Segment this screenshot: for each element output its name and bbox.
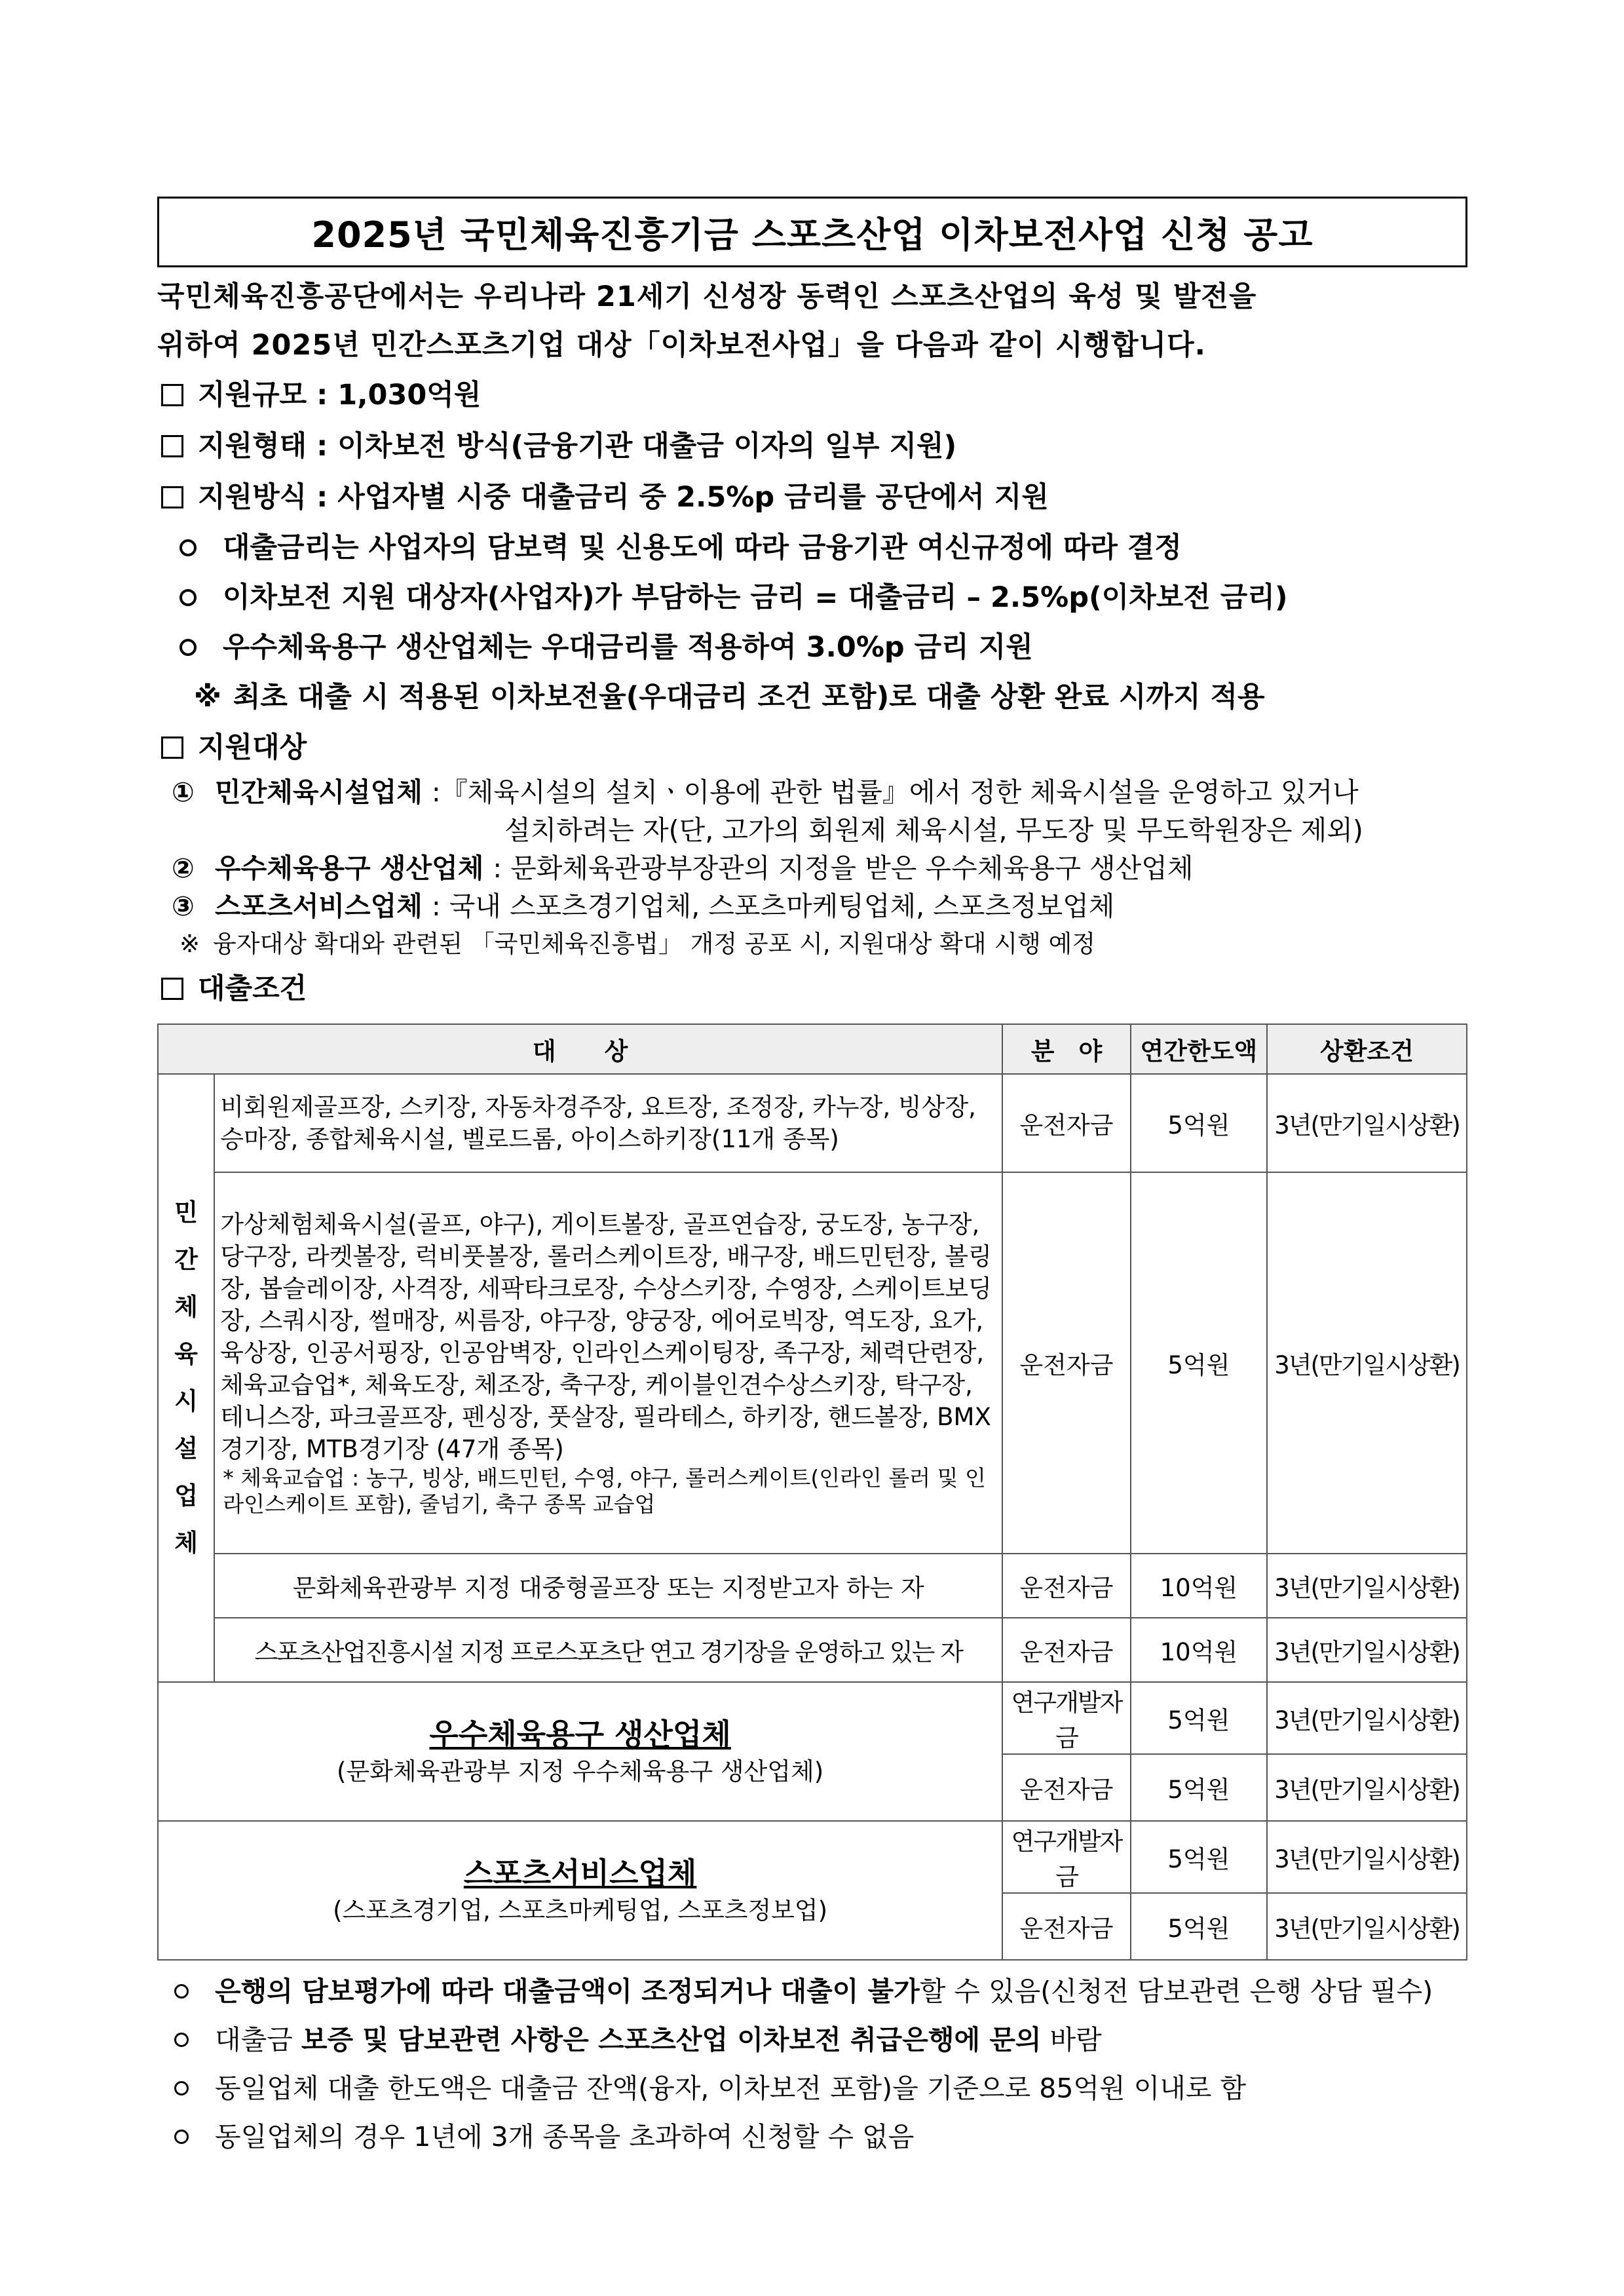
support-scale [157, 370, 1467, 421]
header-field: 분 야 [1002, 1024, 1131, 1074]
support-scale-text: 지원규모 : 1,030억원 [198, 379, 482, 411]
circle-bullet-icon [174, 2081, 189, 2095]
limit-cell: 5억원 [1131, 1682, 1267, 1754]
target-label: 민간체육시설업체 [215, 776, 423, 808]
bottom-note-bold: 보증 및 담보관련 사항은 스포츠산업 이차보전 취급은행에 문의 [301, 2024, 1042, 2056]
limit-cell: 5억원 [1131, 1821, 1267, 1893]
field-cell: 연구개발자금 [1002, 1821, 1131, 1893]
bottom-note-text: 바람 [1041, 2024, 1102, 2056]
bottom-note [157, 2113, 1467, 2161]
group-cell [158, 1682, 1002, 1821]
target-text: :『체육시설의 설치ㆍ이용에 관한 법률』에서 정한 체육시설을 운영하고 있거나 [431, 776, 1359, 808]
square-bullet-icon [161, 486, 183, 508]
header-repay: 상환조건 [1267, 1024, 1467, 1074]
target-text: : 문화체육관광부장관의 지정을 받은 우수체육용구 생산업체 [493, 852, 1194, 884]
field-cell: 운전자금 [1002, 1074, 1131, 1172]
loan-heading [157, 963, 1467, 1014]
square-bullet-icon [161, 435, 183, 457]
circle-bullet-icon [179, 539, 197, 556]
vertical-char: 간 [174, 1246, 198, 1274]
circle-bullet-icon [179, 589, 197, 606]
target-label: 스포츠서비스업체 [215, 890, 423, 922]
group-name: 스포츠서비스업체 [463, 1856, 697, 1891]
intro-line-2: 위하여 2025년 민간스포츠기업 대상「이차보전사업」을 다음과 같이 시행합니다. [157, 329, 1206, 362]
field-cell: 연구개발자금 [1002, 1682, 1131, 1754]
circle-bullet-icon [174, 2130, 189, 2144]
limit-cell: 5억원 [1131, 1893, 1267, 1960]
limit-cell: 10억원 [1131, 1618, 1267, 1682]
loan-conditions-table [157, 1024, 1467, 1961]
table-row [158, 1554, 1467, 1618]
table-row [158, 1172, 1467, 1554]
repay-cell: 3년(만기일시상환) [1267, 1074, 1467, 1172]
bottom-note [157, 2064, 1467, 2113]
reference-mark-icon: ※ [179, 930, 200, 958]
bottom-note-text: 대출금 [215, 2024, 301, 2056]
vertical-char: 체 [174, 1293, 198, 1321]
repay-cell: 3년(만기일시상환) [1267, 1754, 1467, 1821]
target-footnote: * 체육교습업 : 농구, 빙상, 배드민턴, 수영, 야구, 롤러스케이트(인라인 롤러 및 인라인스케이트 포함), 줄넘기, 축구 종목 교습업 [223, 1465, 986, 1517]
group-name: 우수체육용구 생산업체 [429, 1717, 731, 1752]
targets-note-text: 융자대상 확대와 관련된 「국민체육진흥법」 개정 공포 시, 지원대상 확대 시행 예정 [213, 930, 1096, 958]
vertical-char: 설 [174, 1434, 198, 1463]
field-cell: 운전자금 [1002, 1618, 1131, 1682]
target-item [157, 887, 1467, 925]
target-label: 우수체육용구 생산업체 [215, 852, 484, 884]
field-cell: 운전자금 [1002, 1754, 1131, 1821]
field-cell: 운전자금 [1002, 1172, 1131, 1554]
target-text: : 국내 스포츠경기업체, 스포츠마케팅업체, 스포츠정보업체 [431, 890, 1115, 922]
support-method-text: 지원방식 : 사업자별 시중 대출금리 중 2.5%p 금리를 공단에서 지원 [198, 481, 1049, 514]
bottom-note-text: 동일업체 대출 한도액은 대출금 잔액(융자, 이차보전 포함)을 기준으로 85억원 이내로 함 [215, 2073, 1247, 2104]
group-subtitle: (스포츠경기업, 스포츠마케팅업, 스포츠정보업) [333, 1896, 828, 1924]
bottom-note-bold: 은행의 담보평가에 따라 대출금액이 조정되거나 대출이 불가 [215, 1976, 920, 2007]
target-cell: 문화체육관광부 지정 대중형골프장 또는 지정받고자 하는 자 [214, 1554, 1002, 1618]
notice-page [157, 197, 1467, 2161]
target-cell [214, 1172, 1002, 1554]
intro-line-1: 국민체육진흥공단에서는 우리나라 21세기 신성장 동력인 스포츠산업의 육성 및 발전을 [157, 280, 1257, 313]
table-row [158, 1074, 1467, 1172]
target-number: ③ [172, 890, 195, 922]
field-cell: 운전자금 [1002, 1893, 1131, 1960]
target-item [157, 773, 1467, 811]
vertical-char: 체 [174, 1529, 198, 1557]
support-bullet [157, 523, 1467, 573]
target-cell: 비회원제골프장, 스키장, 자동차경주장, 요트장, 조정장, 카누장, 빙상장, 승마장, 종합체육시설, 벨로드롬, 아이스하키장(11개 종목) [214, 1074, 1002, 1172]
square-bullet-icon [161, 978, 183, 1000]
targets-heading-text: 지원대상 [198, 731, 307, 764]
targets-heading [157, 722, 1467, 773]
square-bullet-icon [161, 737, 183, 759]
target-cell: 스포츠산업진흥시설 지정 프로스포츠단 연고 경기장을 운영하고 있는 자 [214, 1618, 1002, 1682]
support-bullet-text: 우수체육용구 생산업체는 우대금리를 적용하여 3.0%p 금리 지원 [223, 631, 1033, 664]
vertical-char: 업 [174, 1482, 198, 1510]
target-item [157, 849, 1467, 887]
table-row [158, 1821, 1467, 1893]
circle-bullet-icon [174, 1984, 189, 1999]
vertical-char: 육 [174, 1340, 198, 1368]
vertical-char: 민 [174, 1198, 198, 1227]
support-bullet [157, 622, 1467, 672]
header-limit: 연간한도액 [1131, 1024, 1267, 1074]
group-cell [158, 1821, 1002, 1960]
title-box [157, 197, 1467, 267]
bottom-note [157, 1967, 1467, 2016]
support-form [157, 421, 1467, 472]
support-note-text: 최초 대출 시 적용된 이차보전율(우대금리 조건 포함)로 대출 상환 완료 시까지 적용 [233, 681, 1265, 714]
circle-bullet-icon [179, 639, 197, 656]
limit-cell: 5억원 [1131, 1172, 1267, 1554]
page-title: 2025년 국민체육진흥기금 스포츠산업 이차보전사업 신청 공고 [311, 214, 1313, 256]
repay-cell: 3년(만기일시상환) [1267, 1554, 1467, 1618]
repay-cell: 3년(만기일시상환) [1267, 1682, 1467, 1754]
support-note [157, 672, 1467, 722]
bottom-note-text: 할 수 있음(신청전 담보관련 은행 상담 필수) [919, 1976, 1433, 2007]
target-item-continuation: 설치하려는 자(단, 고가의 회원제 체육시설, 무도장 및 무도학원장은 제외) [504, 814, 1363, 846]
support-bullet [157, 573, 1467, 622]
facility-category-label [158, 1074, 214, 1682]
target-number: ② [172, 852, 195, 884]
repay-cell: 3년(만기일시상환) [1267, 1893, 1467, 1960]
targets-note [157, 925, 1467, 963]
vertical-char: 시 [174, 1387, 198, 1415]
limit-cell: 5억원 [1131, 1754, 1267, 1821]
circle-bullet-icon [174, 2033, 189, 2047]
intro-paragraph [157, 273, 1467, 370]
repay-cell: 3년(만기일시상환) [1267, 1172, 1467, 1554]
table-row [158, 1618, 1467, 1682]
square-bullet-icon [161, 384, 183, 406]
loan-heading-text: 대출조건 [198, 972, 307, 1005]
header-target: 대 상 [158, 1024, 1002, 1074]
limit-cell: 10억원 [1131, 1554, 1267, 1618]
bottom-note [157, 2016, 1467, 2064]
support-bullet-text: 대출금리는 사업자의 담보력 및 신용도에 따라 금융기관 여신규정에 따라 결정 [223, 531, 1182, 564]
table-row [158, 1682, 1467, 1754]
target-number: ① [172, 776, 195, 808]
table-header-row [158, 1024, 1467, 1074]
group-subtitle: (문화체육관광부 지정 우수체육용구 생산업체) [336, 1757, 824, 1786]
support-method [157, 472, 1467, 523]
bottom-note-text: 동일업체의 경우 1년에 3개 종목을 초과하여 신청할 수 없음 [215, 2121, 915, 2152]
target-text: 가상체험체육시설(골프, 야구), 게이트볼장, 골프연습장, 궁도장, 농구장, 당구장, 라켓볼장, 럭비풋볼장, 롤러스케이트장, 배구장, 배드민턴장, 볼링장, 봅슬레이장, 사격장, 세팍타크로장, 수상스키장, 수영장, 스케이트보딩장, 스쿼시장, 썰매장, 씨름장, 야구장, 양궁장, 에어로빅장, 역도장, 요가, 육상장, 인공서핑장, 인공암벽장, 인라인스케이팅장, 족구장, 체력단련장, 체육교습업*, 체육도장, 체조장, 축구장, 케이블인견수상스키장, 탁구장, 테니스장, 파크골프장, 펜싱장, 풋살장, 필라테스, 하키장, 핸드볼장, BMX경기장, MTB경기장 (47개 종목) [220, 1210, 992, 1463]
limit-cell: 5억원 [1131, 1074, 1267, 1172]
field-cell: 운전자금 [1002, 1554, 1131, 1618]
reference-mark-icon: ※ [194, 681, 221, 714]
support-bullet-text: 이차보전 지원 대상자(사업자)가 부담하는 금리 = 대출금리 – 2.5%p(이차보전 금리) [223, 581, 1288, 614]
repay-cell: 3년(만기일시상환) [1267, 1821, 1467, 1893]
repay-cell: 3년(만기일시상환) [1267, 1618, 1467, 1682]
support-form-text: 지원형태 : 이차보전 방식(금융기관 대출금 이자의 일부 지원) [198, 430, 957, 463]
